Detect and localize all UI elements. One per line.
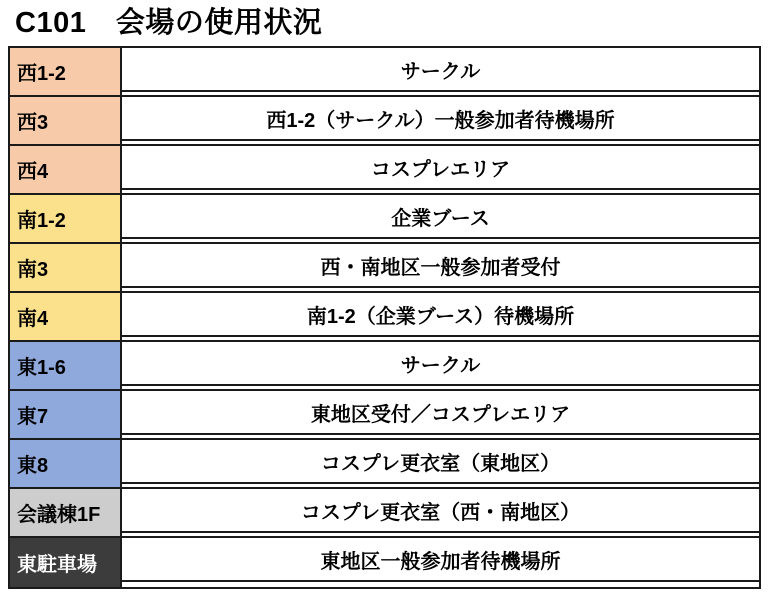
table-row bbox=[10, 489, 759, 538]
area-label: 南1-2 bbox=[10, 195, 122, 242]
area-label: 東1-6 bbox=[10, 342, 122, 389]
table-row bbox=[10, 391, 759, 440]
usage-text: 企業ブース bbox=[122, 195, 759, 239]
usage-cell bbox=[122, 293, 759, 340]
area-label: 南4 bbox=[10, 293, 122, 340]
usage-cell bbox=[122, 244, 759, 291]
usage-text: コスプレエリア bbox=[122, 146, 759, 190]
usage-cell bbox=[122, 489, 759, 536]
table-row bbox=[10, 48, 759, 97]
usage-cell bbox=[122, 48, 759, 95]
usage-text: 南1-2（企業ブース）待機場所 bbox=[122, 293, 759, 337]
usage-cell bbox=[122, 440, 759, 487]
page-title: C101 会場の使用状況 bbox=[15, 7, 323, 39]
usage-cell bbox=[122, 538, 759, 587]
table-row bbox=[10, 244, 759, 293]
venue-usage-table bbox=[8, 46, 761, 589]
area-label: 西4 bbox=[10, 146, 122, 193]
usage-cell bbox=[122, 391, 759, 438]
area-label: 会議棟1F bbox=[10, 489, 122, 536]
area-label: 東8 bbox=[10, 440, 122, 487]
usage-cell bbox=[122, 146, 759, 193]
usage-text: 西・南地区一般参加者受付 bbox=[122, 244, 759, 288]
usage-text: コスプレ更衣室（東地区） bbox=[122, 440, 759, 484]
usage-text: コスプレ更衣室（西・南地区） bbox=[122, 489, 759, 533]
usage-cell bbox=[122, 342, 759, 389]
table-row bbox=[10, 97, 759, 146]
table-row bbox=[10, 146, 759, 195]
table-row bbox=[10, 440, 759, 489]
usage-cell bbox=[122, 97, 759, 144]
usage-cell bbox=[122, 195, 759, 242]
usage-text: 西1-2（サークル）一般参加者待機場所 bbox=[122, 97, 759, 141]
area-label: 東駐車場 bbox=[10, 538, 122, 587]
table-row bbox=[10, 195, 759, 244]
table-row bbox=[10, 293, 759, 342]
usage-text: サークル bbox=[122, 342, 759, 386]
area-label: 西3 bbox=[10, 97, 122, 144]
table-row bbox=[10, 538, 759, 587]
usage-text: 東地区受付／コスプレエリア bbox=[122, 391, 759, 435]
usage-text: 東地区一般参加者待機場所 bbox=[122, 538, 759, 582]
area-label: 南3 bbox=[10, 244, 122, 291]
table-row bbox=[10, 342, 759, 391]
area-label: 東7 bbox=[10, 391, 122, 438]
area-label: 西1-2 bbox=[10, 48, 122, 95]
usage-text: サークル bbox=[122, 48, 759, 92]
